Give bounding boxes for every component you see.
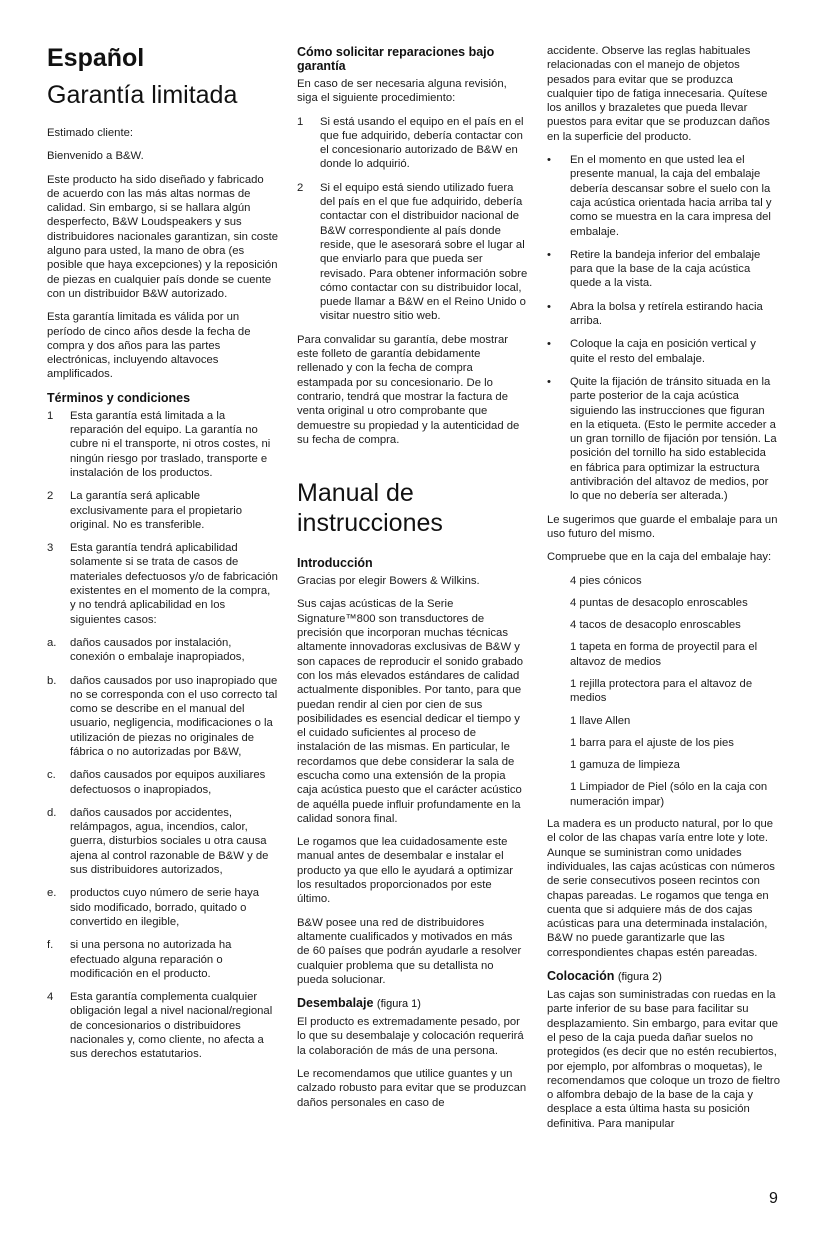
item-text: Esta garantía está limitada a la reparación del equipo. La garantía no cubre ni el transporte, ni otros costes, ni ningún riesgo por traslado, transporte e instalación de los productos.: [70, 409, 271, 479]
figure-ref: (figura 2): [617, 971, 662, 984]
manual-title: [297, 478, 528, 538]
item-number: c.: [47, 769, 56, 782]
item-number: 4: [47, 991, 54, 1004]
item-text: productos cuyo número de serie haya sido modificado, borrado, quitado o convertido en ilegible,: [70, 887, 260, 928]
bullet-text: Abra la bolsa y retírela estirando hacia arriba.: [570, 300, 763, 328]
unpack-paragraph-2: Le recomendamos que utilice guantes y un calzado robusto para evitar que se produzcan daños personales en caso de: [297, 1068, 527, 1109]
welcome: Bienvenido a B&W.: [47, 150, 144, 163]
unpack-heading: [297, 996, 528, 1011]
item-text: Esta garantía tendrá aplicabilidad solamente si se trata de casos de materiales defectuosos y/o de fabricación existentes en el momento de la compra, y no tendrá aplicabilidad en los siguientes casos:: [70, 542, 278, 626]
bullet-text: Coloque la caja en posición vertical y quite el resto del embalaje.: [570, 338, 756, 365]
repair-step: [297, 115, 528, 172]
item-number: 1: [47, 409, 54, 422]
contents-intro: Compruebe que en la caja del embalaje hay:: [547, 551, 772, 564]
terms-list: [47, 409, 279, 1062]
item-text: daños causados por equipos auxiliares defectuosos o inapropiados,: [70, 769, 266, 796]
item-number: f.: [47, 939, 54, 952]
list-item: 1 gamuza de limpieza: [570, 759, 680, 772]
terms-item: [47, 636, 279, 665]
bullet-item: [547, 248, 780, 291]
intro-paragraph-2: Sus cajas acústicas de la Serie Signature™800 son transductores de precisión que incorporan muchas técnicas altamente innovadoras exclusivas de B&W y son capaces de reproducir el sonido grabado con los más elevados estándares de calidad actualmente disponibles. Por tanto, para que puedan rendir al cien por cien de sus posibilidades es esencial dedicar el tiempo y el cuidado suficientes al proceso de instalación de las mismas. En particular, le recordamos que debe considerar la sala de escucha como una extensión de la propia caja acústica puesto que el carácter acústico de aquélla puede influir profundamente en la calidad sonora final.: [297, 598, 524, 825]
item-text: si una persona no autorizada ha efectuado alguna reparación o modificación en el producto.: [70, 939, 232, 980]
repair-paragraph: Para convalidar su garantía, debe mostrar este folleto de garantía debidamente rellenado y con la fecha de compra estampada por su concesionario. De lo contrario, tendrá que mostrar la factura de venta original u otro comprobante que demuestre su propiedad y la autenticidad de su fecha de compra.: [297, 333, 520, 446]
item-number: 2: [47, 490, 54, 503]
item-number: 1: [297, 115, 304, 128]
list-item: 1 Limpiador de Piel (sólo en la caja con numeración impar): [570, 781, 768, 808]
list-item: 1 tapeta en forma de proyectil para el altavoz de medios: [570, 641, 758, 668]
repair-heading: Cómo solicitar reparaciones bajo garantía: [297, 45, 495, 73]
item-text: Si el equipo está siendo utilizado fuera del país en el que fue adquirido, debería contactar con el distribuidor nacional de B&W correspondiente al país donde reside, que le asesorará sobre el lugar al que enviarlo para que pueda ser revisado. Para obtener información sobre cómo contactar con su distribuidor local, puede llamar a B&W en el Reino Unido o visitar nuestro sitio web.: [320, 181, 528, 323]
terms-item: [47, 886, 279, 929]
item-text: Si está usando el equipo en el país en el que fue adquirido, debería contactar con el concesionario autorizado de B&W en donde lo adquirió.: [320, 115, 524, 171]
bullet-item: [547, 300, 780, 329]
bullet-icon: •: [547, 300, 551, 313]
item-number: e.: [47, 887, 57, 900]
bullet-icon: •: [547, 154, 551, 167]
bullet-text: Quite la fijación de tránsito situada en la parte posterior de la caja acústica siguiendo las instrucciones que figuran en la etiqueta. (Esto le permite acceder a un gran tornillo de fijación por tensión. La posición del tornillo ha sido establecida en fábrica para optimizar la estructura antivibración del altavoz de medios, por lo que no debería ser alterada.): [570, 375, 777, 503]
intro-heading: Introducción: [297, 556, 373, 571]
item-text: daños causados por uso inapropiado que no se corresponda con el uso correcto tal como se describe en el manual del usuario, negligencia, modificaciones o la utilización de piezas no originales de fábrica o no autorizadas por B&W,: [70, 674, 278, 758]
terms-item: [47, 674, 279, 760]
item-text: daños causados por accidentes, relámpagos, agua, incendios, calor, guerra, disturbios sociales u otra causa ajena al control razonable de B&W y de sus distribuidores autorizados,: [70, 806, 269, 877]
list-item: 4 puntas de desacoplo enroscables: [570, 596, 748, 609]
language-heading: Español: [47, 44, 145, 72]
greeting: Estimado cliente:: [47, 127, 134, 139]
bullet-item: [547, 337, 780, 366]
item-text: daños causados por instalación, conexión o embalaje inapropiados,: [70, 636, 245, 664]
item-number: d.: [47, 806, 57, 819]
terms-item: [47, 806, 279, 877]
terms-heading: Términos y condiciones: [47, 390, 191, 405]
list-item: 1 rejilla protectora para el altavoz de medios: [570, 677, 753, 705]
figure-ref: (figura 1): [376, 998, 421, 1011]
terms-item: [47, 938, 279, 981]
item-number: 2: [297, 181, 304, 194]
bullet-icon: •: [547, 248, 551, 261]
item-number: b.: [47, 674, 57, 687]
terms-item: [47, 409, 279, 480]
terms-item: [47, 541, 279, 627]
terms-item: [47, 990, 279, 1061]
warranty-period-paragraph: Esta garantía limitada es válida por un período de cinco años desde la fecha de compra y dos años para las partes electrónicas, incluyendo altavoces amplificados.: [47, 311, 251, 381]
manual-title-line-1: Manual de: [297, 479, 414, 508]
bullet-icon: •: [547, 375, 551, 388]
item-text: La garantía será aplicable exclusivamente para el propietario original. No es transferible.: [70, 490, 243, 531]
repair-step: [297, 181, 528, 324]
bullet-item: [547, 153, 780, 239]
handling-paragraph: accidente. Observe las reglas habituales relacionadas con el manejo de objetos pesados para evitar que se produzca cualquier tipo de fatiga innecesaria. Quítese los anillos y brazaletes que pueda llevar puestos para evitar que se produzcan daños en la superficie del producto.: [547, 45, 770, 143]
placement-heading-text: Colocación: [547, 969, 615, 984]
bullet-item: [547, 375, 780, 504]
item-number: 3: [47, 542, 54, 555]
intro-paragraph-4: B&W posee una red de distribuidores altamente cualificados y motivados en más de 60 países que podrán ayudarle a resolver cualquier problema que su detallista no pueda solucionar.: [297, 916, 522, 986]
terms-item: [47, 768, 279, 797]
warranty-title: Garantía limitada: [47, 81, 238, 109]
bullet-text: En el momento en que usted lea el presente manual, la caja del embalaje debería descansar sobre el suelo con la caja acústica orientada hacia arriba tal y como se muestra en la cara impresa del embalaje.: [570, 154, 772, 238]
item-number: a.: [47, 636, 57, 649]
bullet-text: Retire la bandeja inferior del embalaje para que la base de la caja acústica quede a la vista.: [570, 248, 761, 290]
item-text: Esta garantía complementa cualquier obligación legal a nivel nacional/regional de concesionarios o distribuidores nacionales y, como cliente, no afecta a sus derechos estatutarios.: [70, 991, 273, 1061]
list-item: 1 llave Allen: [570, 714, 631, 727]
intro-paragraph-1: Gracias por elegir Bowers & Wilkins.: [297, 575, 480, 588]
page-number: 9: [769, 1190, 778, 1207]
unpack-paragraph-1: El producto es extremadamente pesado, por lo que su desembalaje y colocación requerirá la colaboración de más de una persona.: [297, 1016, 524, 1057]
manual-title-line-2: instrucciones: [297, 509, 443, 538]
list-item: 4 pies cónicos: [570, 574, 642, 587]
intro-paragraph-3: Le rogamos que lea cuidadosamente este manual antes de desembalar e instalar el producto ya que ello le ayudará a optimizar los resultados proporcionados por este último.: [297, 836, 514, 906]
unpack-heading-text: Desembalaje: [297, 996, 374, 1011]
contents-list: [547, 574, 780, 810]
list-item: 1 barra para el ajuste de los pies: [570, 736, 734, 749]
repair-intro: En caso de ser necesaria alguna revisión, siga el siguiente procedimiento:: [297, 78, 507, 105]
placement-paragraph: Las cajas son suministradas con ruedas en la parte inferior de su base para facilitar su desplazamiento. Sin embargo, para evitar que el peso de la caja pueda dañar suelos no protegidos (es decir que no estén recubiertos, por ejemplo, por alfombras o moquetas), le recomendamos que coloque un trozo de fieltro o alfombra debajo de la base de la caja y desplace a esta última hasta su posición definitiva. Para manipular: [547, 989, 780, 1130]
terms-item: [47, 489, 279, 532]
list-item: 4 tacos de desacoplo enroscables: [570, 619, 741, 632]
placement-heading: [547, 969, 780, 984]
keep-packaging-paragraph: Le sugerimos que guarde el embalaje para un uso futuro del mismo.: [547, 513, 778, 540]
wood-paragraph: La madera es un producto natural, por lo que el color de las chapas varía entre lote y lote. Aunque se suministran como unidades individuales, las cajas acústicas con números de serie consecutivos poseen recintos con chapas pareadas. Le rogamos que tenga en cuenta que si adquiere más de dos cajas acústicas para una determinada instalación, B&W no puede garantizarle que las correspondientes chapas estén pareadas.: [547, 818, 775, 959]
warranty-paragraph: Este producto ha sido diseñado y fabricado de acuerdo con las más altas normas de calidad. Sin embargo, si se hallara algún desperfecto, B&W Loudspeakers y sus distribuidores nacionales garantizan, sin coste alguno para usted, la mano de obra (es posible que haya excepciones) y la reposición de piezas en cualquier país donde se cuente con un distribuidor B&W autorizado.: [47, 173, 279, 300]
bullet-icon: •: [547, 338, 551, 351]
